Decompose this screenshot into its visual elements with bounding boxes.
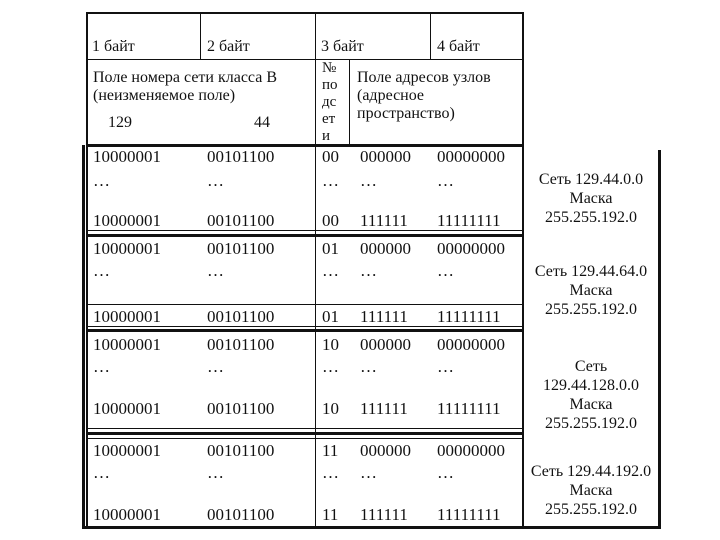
ellipsis: … bbox=[437, 171, 454, 190]
cell-host-b: 11111111 bbox=[437, 399, 501, 418]
ellipsis: … bbox=[322, 261, 339, 280]
cell-byte2: 00101100 bbox=[207, 399, 275, 418]
table-border-right bbox=[522, 12, 524, 528]
row-line-2 bbox=[86, 326, 524, 327]
cell-byte1: 10000001 bbox=[93, 335, 161, 354]
header-byte-1: 1 байт bbox=[92, 38, 135, 55]
group-separator-1 bbox=[86, 234, 524, 237]
page-edge-bottom bbox=[82, 526, 661, 529]
ellipsis: … bbox=[322, 463, 339, 482]
cell-byte2: 00101100 bbox=[207, 211, 275, 230]
row-line-0 bbox=[86, 230, 524, 231]
ellipsis: … bbox=[360, 463, 377, 482]
ellipsis: … bbox=[93, 261, 110, 280]
ellipsis: … bbox=[322, 357, 339, 376]
subnet-note: Сеть 129.44.192.0 Маска 255.255.192.0 bbox=[530, 463, 652, 518]
row-line-4 bbox=[86, 438, 524, 439]
cell-byte1: 10000001 bbox=[93, 441, 161, 460]
ellipsis: … bbox=[93, 463, 110, 482]
cell-host-b: 00000000 bbox=[437, 147, 505, 166]
cell-byte1: 10000001 bbox=[93, 307, 161, 326]
cell-host-a: 111111 bbox=[360, 211, 408, 230]
header-divider bbox=[86, 59, 524, 60]
ellipsis: … bbox=[207, 261, 224, 280]
network-byte-1-value: 129 bbox=[108, 114, 132, 131]
cell-host-b: 00000000 bbox=[437, 441, 505, 460]
cell-host-b: 11111111 bbox=[437, 211, 501, 230]
header-byte-4: 4 байт bbox=[437, 38, 480, 55]
subnet-note: Сеть 129.44.128.0.0 Маска 255.255.192.0 bbox=[543, 358, 639, 432]
cell-byte1: 10000001 bbox=[93, 399, 161, 418]
network-field-label: Поле номера сети класса В (неизменяемое поле) bbox=[93, 69, 277, 104]
cell-byte1: 10000001 bbox=[93, 147, 161, 166]
group-separator-2 bbox=[86, 329, 524, 332]
cell-subnet: 01 bbox=[322, 307, 339, 326]
cell-byte2: 00101100 bbox=[207, 441, 275, 460]
ellipsis: … bbox=[207, 171, 224, 190]
subnet-note: Сеть 129.44.64.0 Маска 255.255.192.0 bbox=[534, 263, 648, 318]
subnet-note: Сеть 129.44.0.0 Маска 255.255.192.0 bbox=[538, 171, 644, 226]
cell-host-a: 000000 bbox=[360, 335, 411, 354]
header-byte-3: 3 байт bbox=[321, 38, 364, 55]
cell-host-a: 000000 bbox=[360, 147, 411, 166]
cell-subnet: 00 bbox=[322, 147, 339, 166]
cell-byte2: 00101100 bbox=[207, 239, 275, 258]
row-line-3 bbox=[86, 428, 524, 429]
subnet-field-label: № по дс ет и bbox=[322, 60, 338, 144]
col-divider-subnet bbox=[349, 59, 350, 145]
cell-byte2: 00101100 bbox=[207, 335, 275, 354]
ellipsis: … bbox=[207, 463, 224, 482]
cell-host-b: 11111111 bbox=[437, 307, 501, 326]
ellipsis: … bbox=[437, 357, 454, 376]
cell-byte2: 00101100 bbox=[207, 505, 275, 524]
cell-byte1: 10000001 bbox=[93, 239, 161, 258]
cell-host-a: 111111 bbox=[360, 505, 408, 524]
cell-subnet: 00 bbox=[322, 211, 339, 230]
cell-subnet: 10 bbox=[322, 399, 339, 418]
cell-host-b: 11111111 bbox=[437, 505, 501, 524]
ellipsis: … bbox=[93, 171, 110, 190]
cell-host-b: 00000000 bbox=[437, 335, 505, 354]
cell-host-b: 00000000 bbox=[437, 239, 505, 258]
header-byte-2: 2 байт bbox=[207, 38, 250, 55]
cell-host-a: 000000 bbox=[360, 239, 411, 258]
ellipsis: … bbox=[93, 357, 110, 376]
cell-host-a: 111111 bbox=[360, 307, 408, 326]
cell-subnet: 01 bbox=[322, 239, 339, 258]
page-edge-left bbox=[82, 145, 85, 529]
col-divider-2 bbox=[315, 12, 316, 528]
network-byte-2-value: 44 bbox=[254, 114, 270, 131]
table-border-left bbox=[86, 12, 88, 528]
cell-byte1: 10000001 bbox=[93, 211, 161, 230]
cell-subnet: 10 bbox=[322, 335, 339, 354]
ellipsis: … bbox=[207, 357, 224, 376]
col-divider-1 bbox=[200, 12, 201, 60]
cell-byte1: 10000001 bbox=[93, 505, 161, 524]
ellipsis: … bbox=[437, 463, 454, 482]
cell-host-a: 111111 bbox=[360, 399, 408, 418]
cell-byte2: 00101100 bbox=[207, 147, 275, 166]
ellipsis: … bbox=[437, 261, 454, 280]
cell-host-a: 000000 bbox=[360, 441, 411, 460]
ellipsis: … bbox=[360, 171, 377, 190]
cell-subnet: 11 bbox=[322, 505, 339, 524]
page-edge-right bbox=[658, 150, 661, 528]
ellipsis: … bbox=[322, 171, 339, 190]
group-separator-3 bbox=[86, 432, 524, 435]
cell-subnet: 11 bbox=[322, 441, 339, 460]
host-field-label: Поле адресов узлов (адресное пространство) bbox=[357, 69, 491, 122]
table-border-top bbox=[86, 12, 524, 14]
col-divider-3 bbox=[430, 12, 431, 60]
cell-byte2: 00101100 bbox=[207, 307, 275, 326]
ellipsis: … bbox=[360, 261, 377, 280]
row-line-1 bbox=[86, 304, 524, 305]
ellipsis: … bbox=[360, 357, 377, 376]
